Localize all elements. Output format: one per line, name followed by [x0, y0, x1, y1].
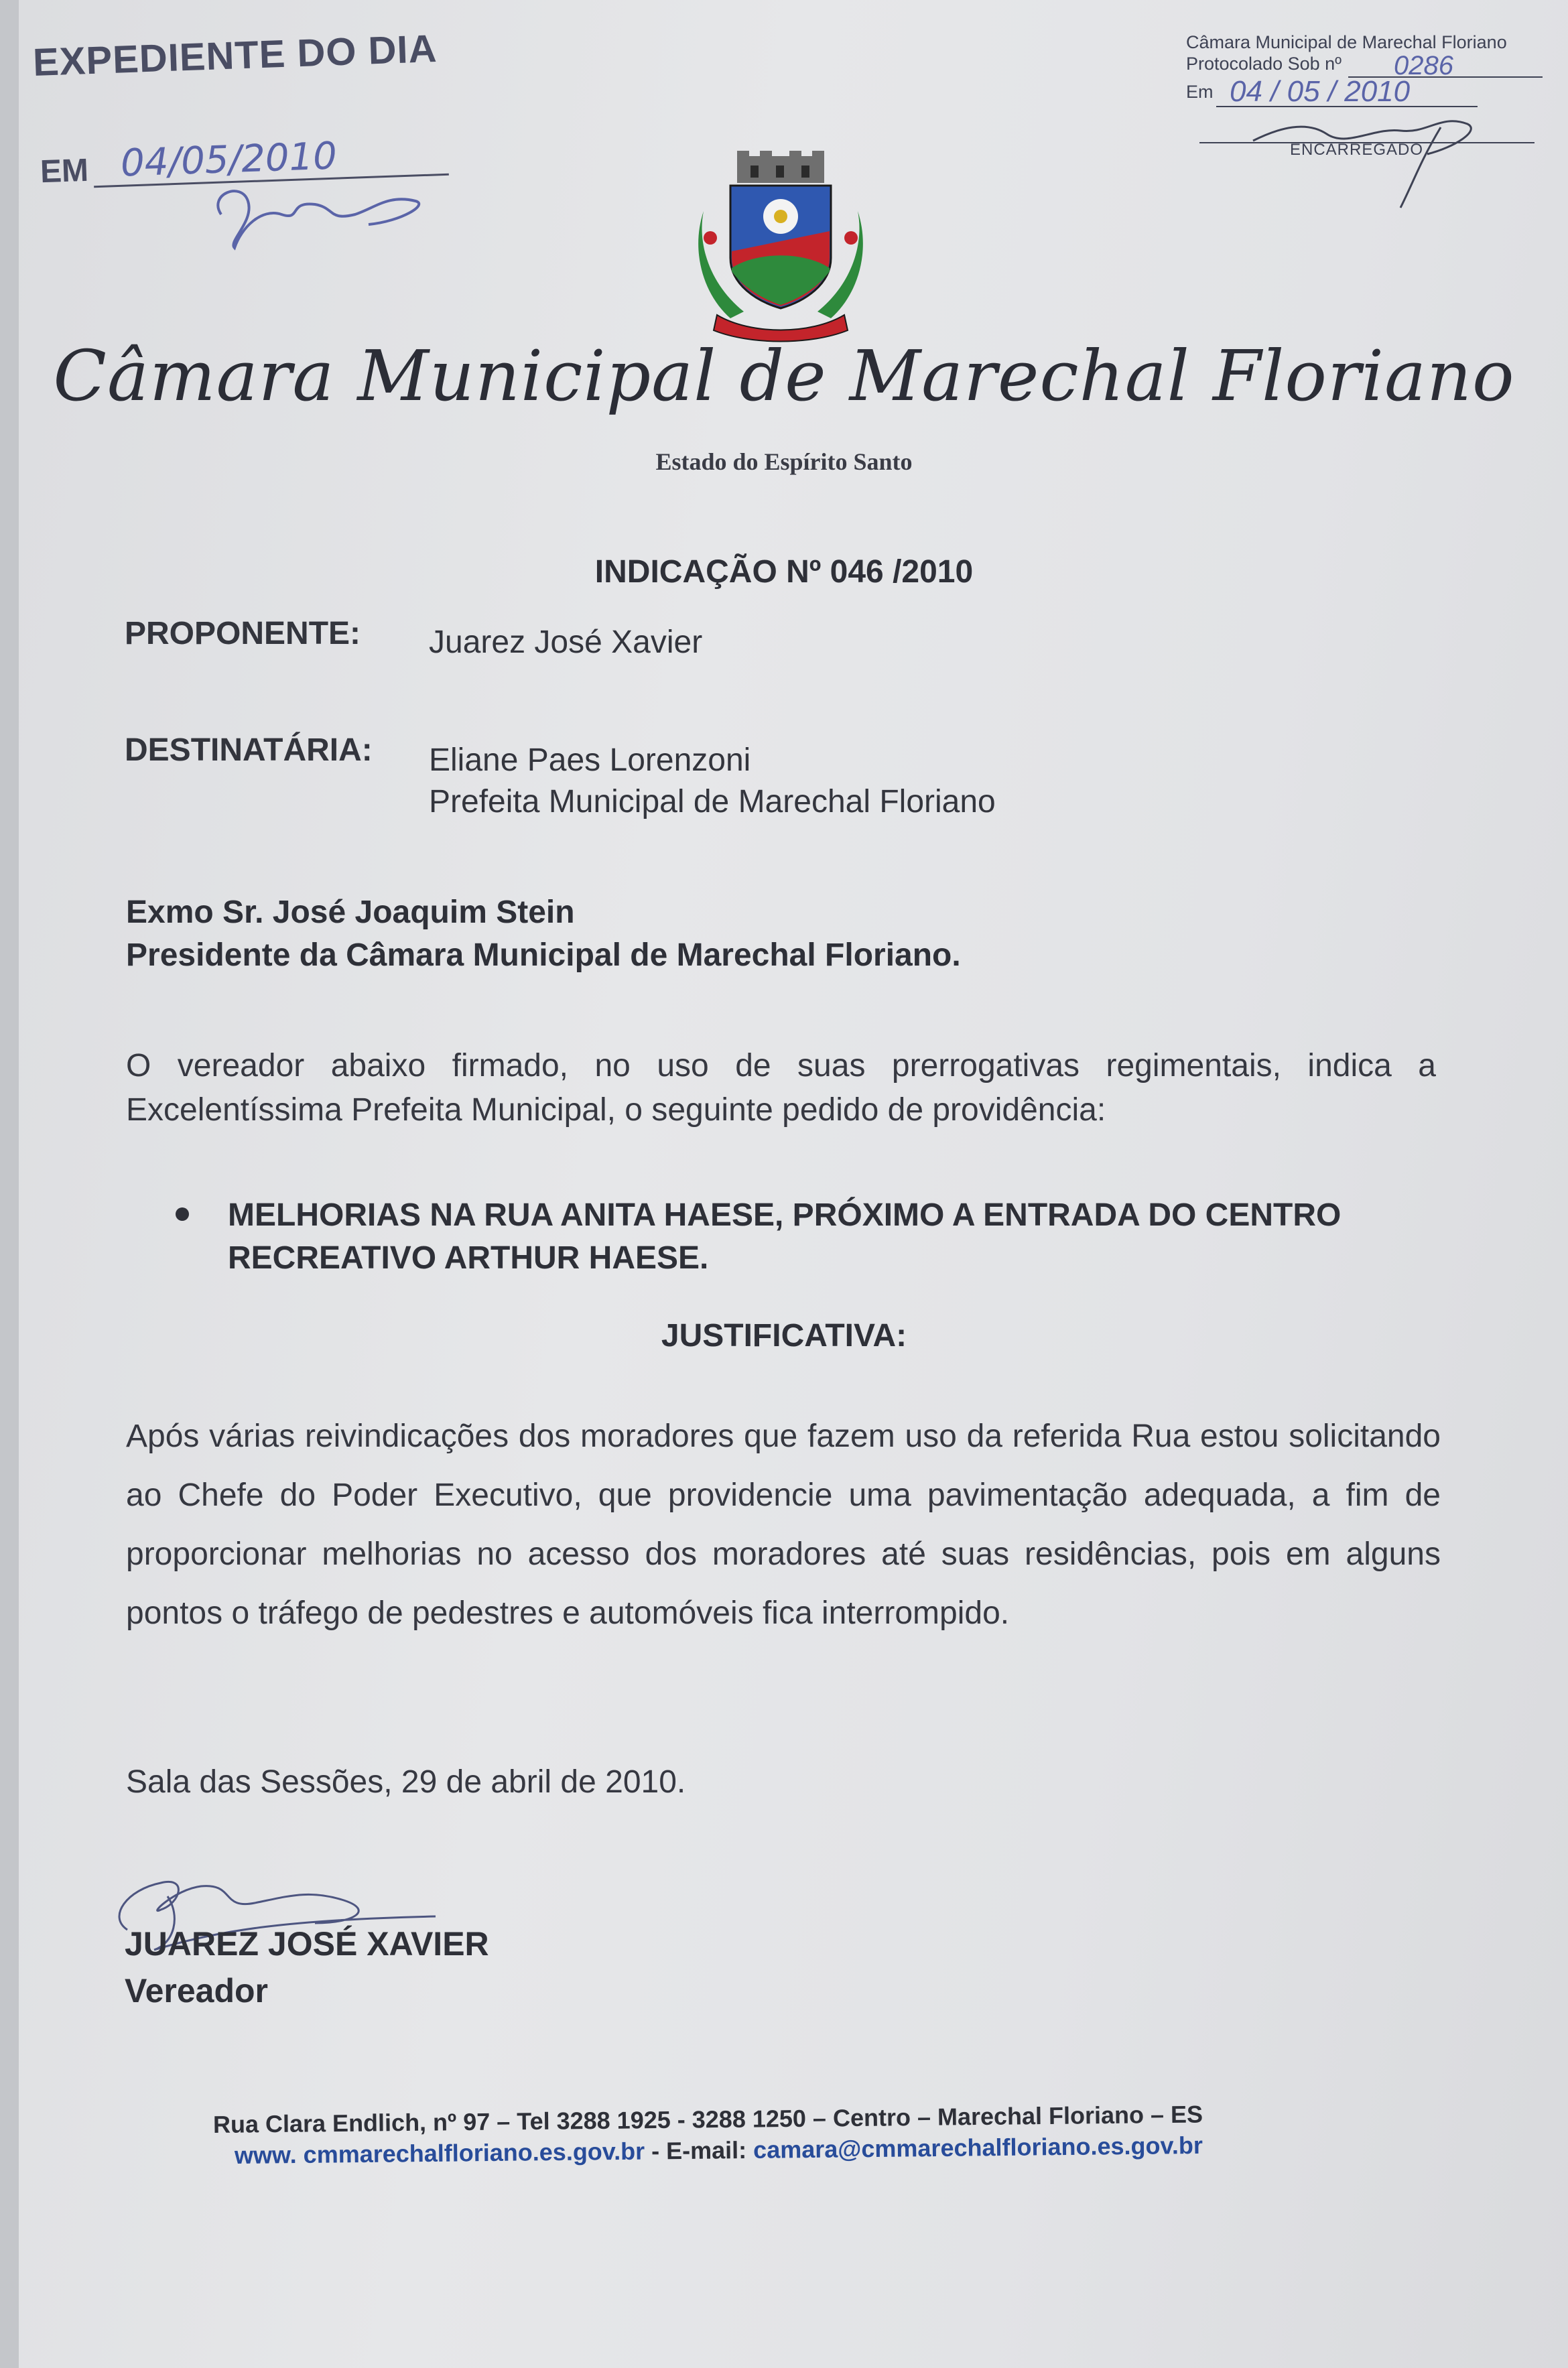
justification-paragraph: Após várias reivindicações dos moradores que fazem uso da referida Rua estou solicitando ao Chefe do Poder Executivo, que providencie uma pavimentação adequada, a fim de proporcionar melhorias no acesso dos moradores até suas residências, pois em alguns pontos o tráfego de pedestres e automóveis fica interrompido. [126, 1419, 1441, 1631]
proponent-value: Juarez José Xavier [429, 624, 703, 660]
state-name: Estado do Espírito Santo [655, 448, 913, 475]
footer-website-link[interactable]: www. cmmarechalfloriano.es.gov.br [234, 2137, 645, 2169]
signer-role: Vereador [125, 1972, 269, 2010]
addressee-name: Exmo Sr. José Joaquim Stein [126, 895, 575, 930]
coat-of-arms-icon [690, 151, 871, 345]
chamber-title: Câmara Municipal de Marechal Floriano [53, 335, 1515, 417]
proponent-label: PROPONENTE: [125, 616, 361, 651]
recipient-title: Prefeita Municipal de Marechal Floriano [429, 784, 996, 819]
recipient-name: Eliane Paes Lorenzoni [429, 742, 751, 778]
protocol-stamp-label: Protocolado Sob nº [1186, 54, 1342, 74]
protocol-stamp-chamber: Câmara Municipal de Marechal Floriano [1186, 32, 1507, 52]
expediente-initials-signature [201, 168, 442, 255]
footer-address: Rua Clara Endlich, nº 97 – Tel 3288 1925 - 3288 1250 – Centro – Marechal Floriano – ES [212, 2100, 1203, 2138]
expediente-stamp-em-label: EM [40, 152, 89, 190]
recipient-label: DESTINATÁRIA: [125, 732, 373, 768]
protocol-number-handwritten: 0286 [1394, 51, 1453, 80]
protocol-date-handwritten: 04 / 05 / 2010 [1230, 75, 1411, 108]
addressee-title: Presidente da Câmara Municipal de Marechal Floriano. [126, 937, 961, 973]
protocol-stamp-em-label: Em [1186, 82, 1214, 102]
intro-paragraph: O vereador abaixo firmado, no uso de suas prerrogativas regimentais, indica a Excelentíssima Prefeita Municipal, o seguinte pedido de providência: [126, 1048, 1436, 1128]
place-and-date: Sala das Sessões, 29 de abril de 2010. [126, 1764, 686, 1800]
expediente-handwritten-date: 04/05/2010 [119, 134, 338, 186]
justification-title: JUSTIFICATIVA: [661, 1318, 907, 1354]
signer-name: JUAREZ JOSÉ XAVIER [125, 1925, 489, 1963]
request-item: MELHORIAS NA RUA ANITA HAESE, PRÓXIMO A ENTRADA DO CENTRO RECREATIVO ARTHUR HAESE. [228, 1197, 1342, 1276]
bullet-icon [176, 1207, 189, 1221]
footer-email-link[interactable]: camara@cmmarechalfloriano.es.gov.br [753, 2131, 1203, 2164]
expediente-stamp-title: EXPEDIENTE DO DIA [32, 26, 438, 84]
document-title: INDICAÇÃO Nº 046 /2010 [594, 554, 974, 590]
protocol-role-label: ENCARREGADO [1290, 141, 1424, 159]
protocol-clerk-signature [1199, 101, 1521, 214]
footer-email-label: - E-mail: [644, 2135, 754, 2165]
